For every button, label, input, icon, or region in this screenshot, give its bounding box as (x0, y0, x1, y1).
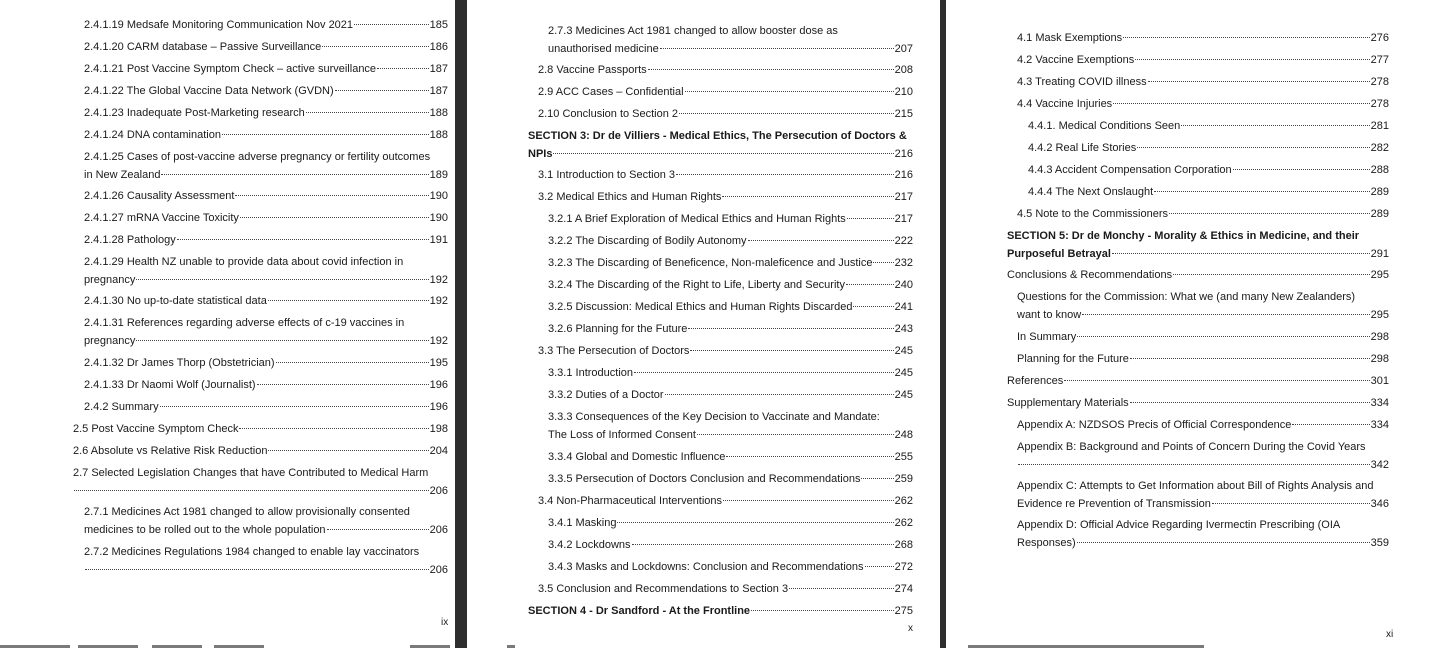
toc-entry[interactable]: 4.1 Mask Exemptions 276 (1017, 30, 1389, 48)
toc-entry[interactable]: Supplementary Materials 334 (1007, 395, 1389, 413)
toc-entry[interactable]: 3.2.5 Discussion: Medical Ethics and Human Rights Discarded 241 (548, 299, 913, 317)
toc-page-number: 245 (894, 389, 913, 401)
toc-page-number: 281 (1370, 120, 1389, 132)
toc-entry[interactable]: 2.7.2 Medicines Regulations 1984 changed to enable lay vaccinators 206 (84, 544, 448, 579)
toc-page-number: 196 (429, 401, 448, 413)
toc-entry[interactable]: In Summary 298 (1017, 329, 1389, 347)
toc-entry[interactable]: 2.8 Vaccine Passports 208 (538, 62, 913, 80)
toc-page-number: 232 (894, 257, 913, 269)
toc-entry[interactable]: 4.2 Vaccine Exemptions 277 (1017, 52, 1389, 70)
toc-page-number: 245 (894, 345, 913, 357)
toc-page-number: 190 (429, 190, 448, 202)
toc-entry[interactable]: 2.4.1.25 Cases of post-vaccine adverse pregnancy or fertility outcomes in New Zealand 189 (84, 149, 448, 184)
toc-page-number: 217 (894, 213, 913, 225)
toc-entry[interactable]: 2.4.1.22 The Global Vaccine Data Network (GVDN) 187 (84, 83, 448, 101)
toc-section-heading[interactable]: SECTION 3: Dr de Villiers - Medical Ethics, The Persecution of Doctors & NPIs 216 (528, 128, 913, 163)
toc-page-number: 346 (1370, 497, 1389, 510)
toc-entry[interactable]: 2.4.1.23 Inadequate Post-Marketing research 188 (84, 105, 448, 123)
toc-page-number: 206 (429, 484, 448, 497)
toc-page-number: 190 (429, 212, 448, 224)
toc-entry[interactable]: 2.4.1.33 Dr Naomi Wolf (Journalist) 196 (84, 377, 448, 395)
toc-page-number: 288 (1370, 164, 1389, 176)
toc-page-number: 187 (429, 85, 448, 97)
toc-entry[interactable]: 2.7 Selected Legislation Changes that have Contributed to Medical Harm 206 (73, 465, 448, 500)
toc-entry[interactable]: Appendix D: Official Advice Regarding Ivermectin Prescribing (OIA Responses) 359 (1017, 517, 1389, 552)
toc-page-number: 342 (1370, 458, 1389, 471)
toc-entry[interactable]: 2.9 ACC Cases – Confidential 210 (538, 84, 913, 102)
toc-entry[interactable]: 2.7.1 Medicines Act 1981 changed to allow provisionally consented medicines to be rolled out to the whole population 206 (84, 504, 448, 539)
toc-page-number: 278 (1370, 76, 1389, 88)
toc-entry[interactable]: 2.4.1.20 CARM database – Passive Surveillance 186 (84, 39, 448, 57)
page-number: xi (1386, 629, 1394, 640)
toc-entry[interactable]: References 301 (1007, 373, 1389, 391)
toc-entry[interactable]: 2.4.1.29 Health NZ unable to provide data about covid infection in pregnancy 192 (84, 254, 448, 289)
toc-page-number: 210 (894, 86, 913, 98)
toc-page-number: 291 (1370, 247, 1389, 260)
toc-entry[interactable]: 2.6 Absolute vs Relative Risk Reduction 204 (73, 443, 448, 461)
toc-entry[interactable]: 3.4.1 Masking 262 (548, 515, 913, 533)
toc-page-number: 262 (894, 517, 913, 529)
toc-entry[interactable]: 3.5 Conclusion and Recommendations to Section 3 274 (538, 581, 913, 599)
toc-page-number: 255 (894, 451, 913, 463)
toc-entry[interactable]: 4.4.4 The Next Onslaught 289 (1028, 184, 1389, 202)
toc-page-number: 262 (894, 495, 913, 507)
toc-page-number: 187 (429, 63, 448, 75)
toc-section-heading[interactable]: SECTION 4 - Dr Sandford - At the Frontline 275 (528, 603, 913, 621)
toc-entry[interactable]: Appendix C: Attempts to Get Information about Bill of Rights Analysis and Evidence re Prevention of Transmission 346 (1017, 478, 1389, 513)
toc-entry[interactable]: Appendix A: NZDSOS Precis of Official Correspondence 334 (1017, 417, 1389, 435)
toc-page-number: 243 (894, 323, 913, 335)
toc-page-number: 282 (1370, 142, 1389, 154)
toc-entry[interactable]: 3.2.6 Planning for the Future 243 (548, 321, 913, 339)
toc-page-number: 275 (894, 605, 913, 617)
toc-page-number: 191 (429, 234, 448, 246)
toc-entry[interactable]: 3.3 The Persecution of Doctors 245 (538, 343, 913, 361)
toc-page-number: 248 (894, 428, 913, 441)
toc-page-number: 192 (429, 295, 448, 307)
toc-page-number: 188 (429, 107, 448, 119)
toc-page-number: 222 (894, 235, 913, 247)
toc-entry[interactable]: 2.5 Post Vaccine Symptom Check 198 (73, 421, 448, 439)
toc-page-number: 206 (429, 563, 448, 576)
toc-page-number: 334 (1370, 419, 1389, 431)
toc-entry[interactable]: 3.2.4 The Discarding of the Right to Life, Liberty and Security 240 (548, 277, 913, 295)
toc-entry[interactable]: Questions for the Commission: What we (and many New Zealanders) want to know 295 (1017, 289, 1389, 324)
toc-page-number: 298 (1370, 331, 1389, 343)
toc-page-number: 206 (429, 523, 448, 536)
toc-page-number: 196 (429, 379, 448, 391)
toc-page-number: 241 (894, 301, 913, 313)
toc-entry[interactable]: 4.3 Treating COVID illness 278 (1017, 74, 1389, 92)
toc-page-number: 272 (894, 561, 913, 573)
toc-entry[interactable]: 3.3.1 Introduction 245 (548, 365, 913, 383)
toc-page-number: 216 (894, 147, 913, 160)
toc-entry[interactable]: Planning for the Future 298 (1017, 351, 1389, 369)
toc-page-ix (0, 0, 455, 648)
toc-page-number: 295 (1370, 269, 1389, 281)
page-gap (455, 0, 467, 648)
toc-page-number: 295 (1370, 308, 1389, 321)
toc-page-number: 301 (1370, 375, 1389, 387)
toc-entry[interactable]: 4.4.1. Medical Conditions Seen 281 (1028, 118, 1389, 136)
toc-page-number: 245 (894, 367, 913, 379)
toc-page-number: 192 (429, 334, 448, 347)
toc-entry[interactable]: 3.4.3 Masks and Lockdowns: Conclusion and Recommendations 272 (548, 559, 913, 577)
toc-entry[interactable]: 2.4.1.24 DNA contamination 188 (84, 127, 448, 145)
toc-page-number: 195 (429, 357, 448, 369)
toc-entry[interactable]: 2.4.1.21 Post Vaccine Symptom Check – active surveillance 187 (84, 61, 448, 79)
toc-entry[interactable]: 3.2.3 The Discarding of Beneficence, Non-maleficence and Justice 232 (548, 255, 913, 273)
toc-page-number: 204 (429, 445, 448, 457)
toc-page-number: 274 (894, 583, 913, 595)
toc-entry[interactable]: 3.2.2 The Discarding of Bodily Autonomy 222 (548, 233, 913, 251)
toc-page-number: 334 (1370, 397, 1389, 409)
toc-entry[interactable]: 2.4.1.31 References regarding adverse effects of c-19 vaccines in pregnancy 192 (84, 315, 448, 350)
toc-page-number: 188 (429, 129, 448, 141)
toc-page-number: 198 (429, 423, 448, 435)
toc-page-number: 278 (1370, 98, 1389, 110)
toc-entry[interactable]: Appendix B: Background and Points of Concern During the Covid Years 342 (1017, 439, 1389, 474)
toc-entry[interactable]: 2.4.1.28 Pathology 191 (84, 232, 448, 250)
toc-page-x (467, 0, 940, 648)
toc-entry[interactable]: 4.4.2 Real Life Stories 282 (1028, 140, 1389, 158)
toc-page-number: 289 (1370, 186, 1389, 198)
toc-entry[interactable]: 2.4.1.32 Dr James Thorp (Obstetrician) 195 (84, 355, 448, 373)
toc-entry[interactable]: 2.4.2 Summary 196 (84, 399, 448, 417)
toc-entry[interactable]: 2.10 Conclusion to Section 2 215 (538, 106, 913, 124)
toc-entry[interactable]: 3.3.5 Persecution of Doctors Conclusion and Recommendations 259 (548, 471, 913, 489)
toc-page-number: 208 (894, 64, 913, 76)
toc-page-number: 277 (1370, 54, 1389, 66)
toc-page-number: 240 (894, 279, 913, 291)
toc-entry[interactable]: 2.7.3 Medicines Act 1981 changed to allow booster dose as unauthorised medicine 207 (548, 23, 913, 58)
toc-page-number: 207 (894, 42, 913, 55)
toc-page-number: 268 (894, 539, 913, 551)
toc-entry[interactable]: Conclusions & Recommendations 295 (1007, 267, 1389, 285)
toc-entry[interactable]: 3.3.4 Global and Domestic Influence 255 (548, 449, 913, 467)
toc-entry[interactable]: 3.4.2 Lockdowns 268 (548, 537, 913, 555)
toc-entry[interactable]: 2.4.1.27 mRNA Vaccine Toxicity 190 (84, 210, 448, 228)
toc-page-xi (946, 0, 1456, 648)
toc-entry[interactable]: 4.4.3 Accident Compensation Corporation 288 (1028, 162, 1389, 180)
toc-entry[interactable]: 4.5 Note to the Commissioners 289 (1017, 206, 1389, 224)
toc-entry[interactable]: 3.4 Non-Pharmaceutical Interventions 262 (538, 493, 913, 511)
toc-page-number: 289 (1370, 208, 1389, 220)
toc-section-heading[interactable]: SECTION 5: Dr de Monchy - Morality & Ethics in Medicine, and their Purposeful Betrayal 291 (1007, 228, 1389, 263)
page-number: x (908, 623, 913, 634)
toc-entry[interactable]: 4.4 Vaccine Injuries 278 (1017, 96, 1389, 114)
page-number: ix (441, 617, 449, 628)
toc-page-number: 298 (1370, 353, 1389, 365)
toc-page-number: 215 (894, 108, 913, 120)
toc-entry[interactable]: 3.3.2 Duties of a Doctor 245 (548, 387, 913, 405)
toc-entry[interactable]: 3.3.3 Consequences of the Key Decision to Vaccinate and Mandate: The Loss of Informed Consent 248 (548, 409, 913, 444)
toc-entry[interactable]: 2.4.1.19 Medsafe Monitoring Communication Nov 2021 185 (84, 17, 448, 35)
toc-page-number: 217 (894, 191, 913, 203)
toc-page-number: 259 (894, 473, 913, 485)
toc-entry[interactable]: 2.4.1.26 Causality Assessment 190 (84, 188, 448, 206)
toc-entry[interactable]: 3.2.1 A Brief Exploration of Medical Ethics and Human Rights 217 (548, 211, 913, 229)
toc-entry[interactable]: 3.2 Medical Ethics and Human Rights 217 (538, 189, 913, 207)
toc-page-number: 192 (429, 273, 448, 286)
toc-page-number: 359 (1370, 536, 1389, 549)
toc-page-number: 276 (1370, 32, 1389, 44)
toc-page-number: 186 (429, 41, 448, 53)
toc-entry[interactable]: 3.1 Introduction to Section 3 216 (538, 167, 913, 185)
toc-page-number: 185 (429, 19, 448, 31)
toc-page-number: 216 (894, 169, 913, 181)
toc-page-number: 189 (429, 168, 448, 181)
toc-entry[interactable]: 2.4.1.30 No up-to-date statistical data 192 (84, 293, 448, 311)
